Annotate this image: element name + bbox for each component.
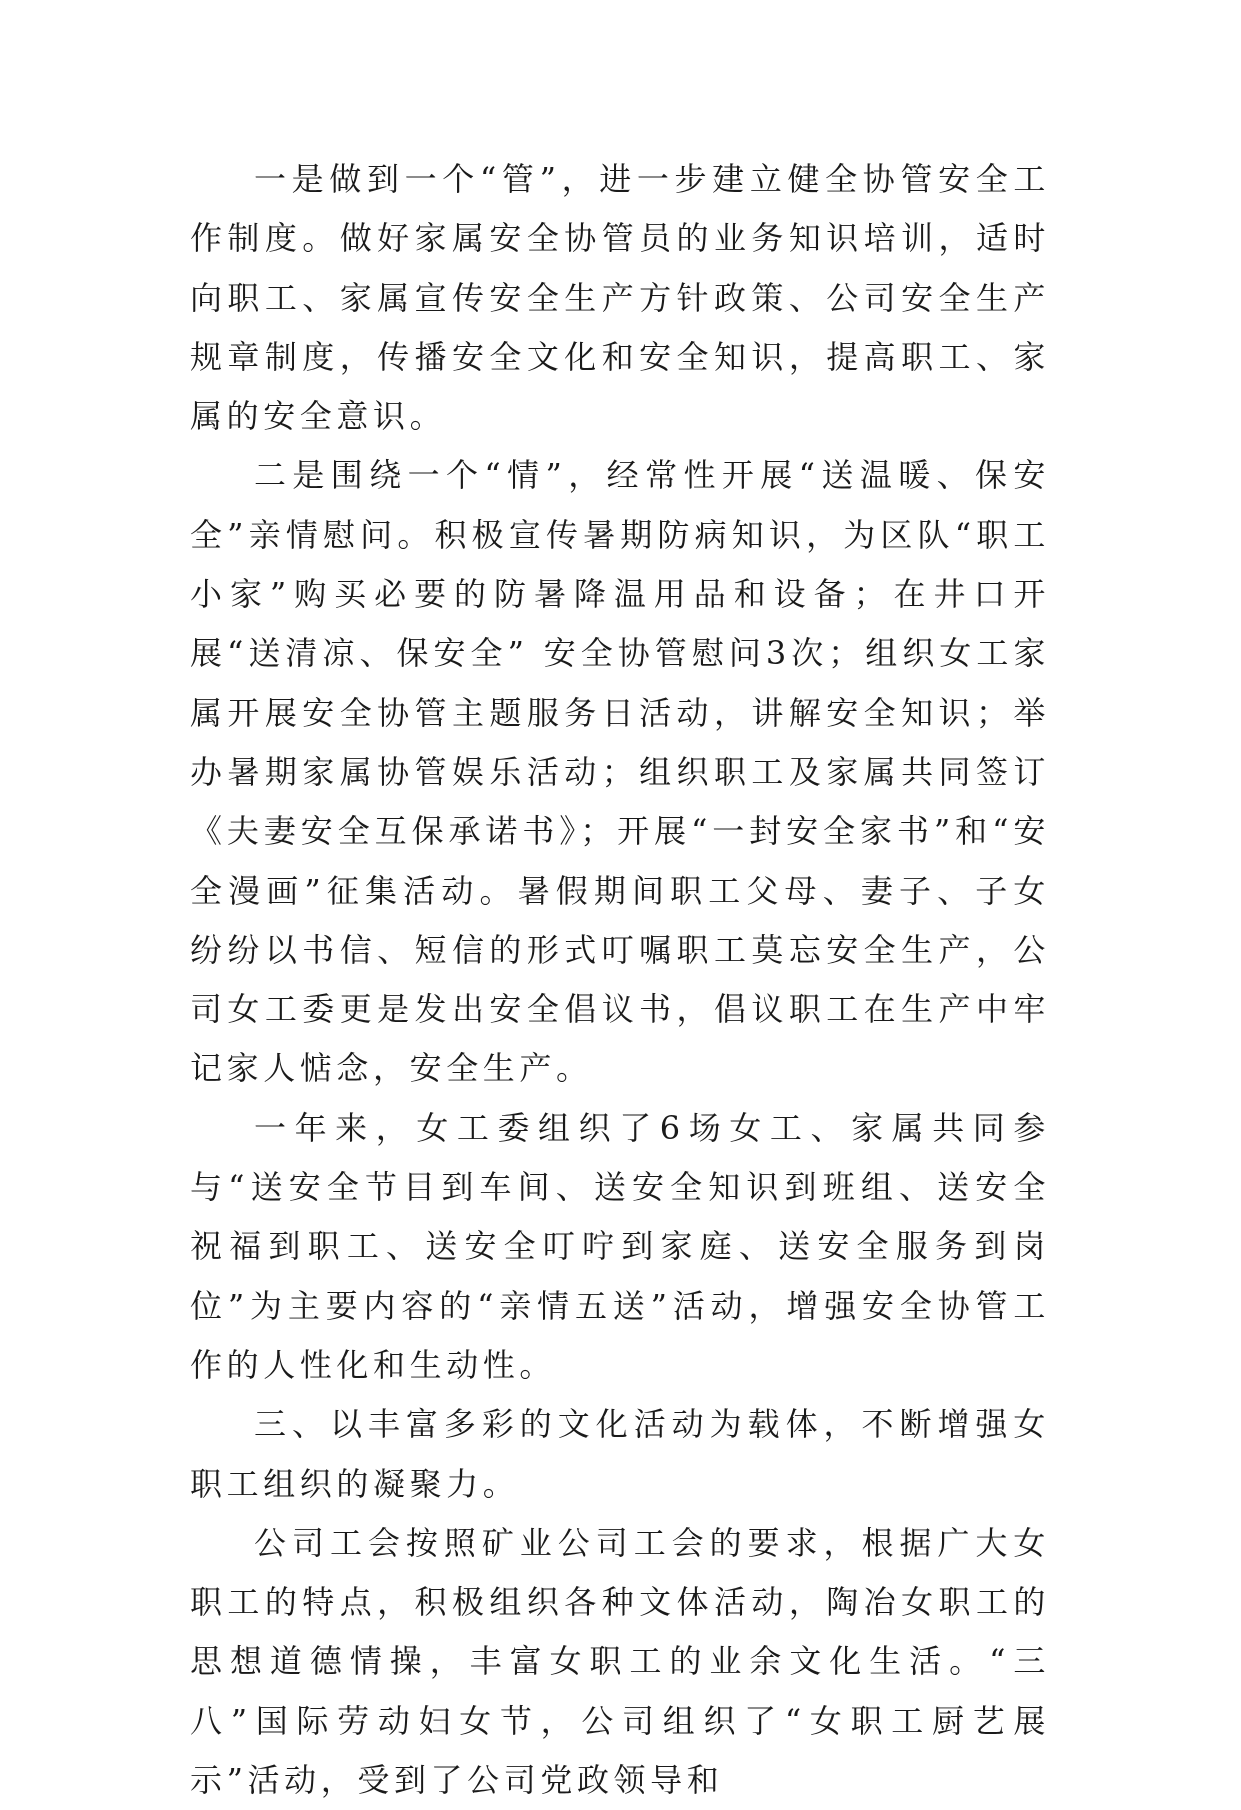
paragraph-year-summary: 一年来，女工委组织了6场女工、家属共同参与“送安全节目到车间、送安全知识到班组、送安全祝福到职工、送安全叮咛到家庭、送安全服务到岗位”为主要内容的“亲情五送”活动，增强安全协管工作的人性化和生动性。 [190, 1108, 1050, 1384]
section-heading-cultural-activities: 三、以丰富多彩的文化活动为载体，不断增强女职工组织的凝聚力。 [190, 1405, 1050, 1503]
paragraph-management: 一是做到一个“管”，进一步建立健全协管安全工作制度。做好家属安全协管员的业务知识培训，适时向职工、家属宣传安全生产方针政策、公司安全生产规章制度，传播安全文化和安全知识，提高职工、家属的安全意识。 [190, 160, 1050, 436]
paragraph-family-care: 二是围绕一个“情”，经常性开展“送温暖、保安全”亲情慰问。积极宣传暑期防病知识，为区队“职工小家”购买必要的防暑降温用品和设备；在井口开展“送清凉、保安全” 安全协管慰问3次；组织女工家属开展安全协管主题服务日活动，讲解安全知识；举办暑期家属协管娱乐活动；组织职工及家属共同签订《夫妻安全互保承诺书》；开展“一封安全家书”和“安全漫画”征集活动。暑假期间职工父母、妻子、子女纷纷以书信、短信的形式叮嘱职工莫忘安全生产，公司女工委更是发出安全倡议书，倡议职工在生产中牢记家人惦念，安全生产。 [190, 456, 1050, 1088]
document-body [190, 150, 1050, 1810]
paragraph-union-activities: 公司工会按照矿业公司工会的要求，根据广大女职工的特点，积极组织各种文体活动，陶冶女职工的思想道德情操，丰富女职工的业余文化生活。“三八”国际劳动妇女节，公司组织了“女职工厨艺展示”活动，受到了公司党政领导和 [190, 1523, 1050, 1800]
